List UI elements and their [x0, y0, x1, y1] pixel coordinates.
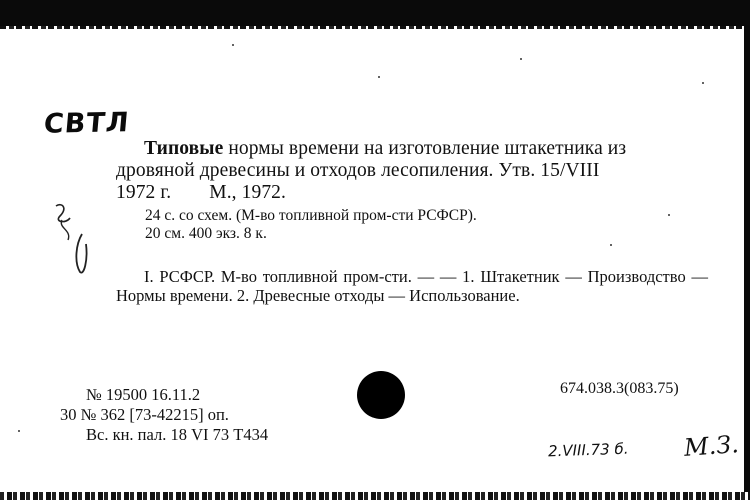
handwritten-date: 2.VIII.73 б.	[547, 439, 629, 461]
library-stamp: СВТЛ	[42, 107, 131, 140]
physical-line-1: 24 с. со схем. (М-во топливной пром-сти РСФСР).	[145, 207, 477, 224]
registration-block	[60, 385, 268, 445]
title-line-2: дровяной древесины и отходов лесопиления. Утв. 15/VIII	[116, 160, 600, 181]
title-lead-word: Типовые	[144, 138, 224, 159]
scan-speck	[668, 214, 670, 216]
registration-line-3: Вс. кн. пал. 18 VI 73 Т434	[86, 425, 269, 444]
title-line-1	[116, 138, 716, 160]
registration-line-1: № 19500 16.11.2	[86, 385, 201, 404]
title-rest: нормы времени на изготовление штакетника из	[223, 138, 627, 159]
scan-top-edge	[0, 26, 750, 29]
handwritten-mark	[48, 200, 108, 280]
registration-line-2: 30 № 362 [73-42215] оп.	[60, 405, 229, 424]
physical-description	[145, 207, 625, 243]
scan-speck	[232, 44, 234, 46]
scan-speck	[610, 244, 612, 246]
scan-top-border	[0, 0, 750, 26]
approval-year: 1972 г.	[116, 182, 172, 203]
scan-speck	[378, 76, 380, 78]
scan-speck	[520, 58, 522, 60]
handwritten-initials: М.З.	[683, 430, 740, 462]
tracings: I. РСФСР. М-во топливной пром-сти. — — 1. Штакетник — Производство — Нормы времени. 2. Древесные отходы — Использование.	[116, 267, 708, 305]
card-punch-hole	[357, 371, 405, 419]
scan-speck	[702, 82, 704, 84]
title-line-3	[116, 182, 716, 204]
imprint: М., 1972.	[209, 182, 286, 203]
classification-number: 674.038.3(083.75)	[560, 380, 679, 397]
scan-bottom-border	[0, 492, 750, 500]
title-statement	[116, 138, 716, 204]
physical-line-2: 20 см. 400 экз. 8 к.	[145, 225, 267, 242]
scan-speck	[18, 430, 20, 432]
scan-right-border	[744, 26, 750, 500]
